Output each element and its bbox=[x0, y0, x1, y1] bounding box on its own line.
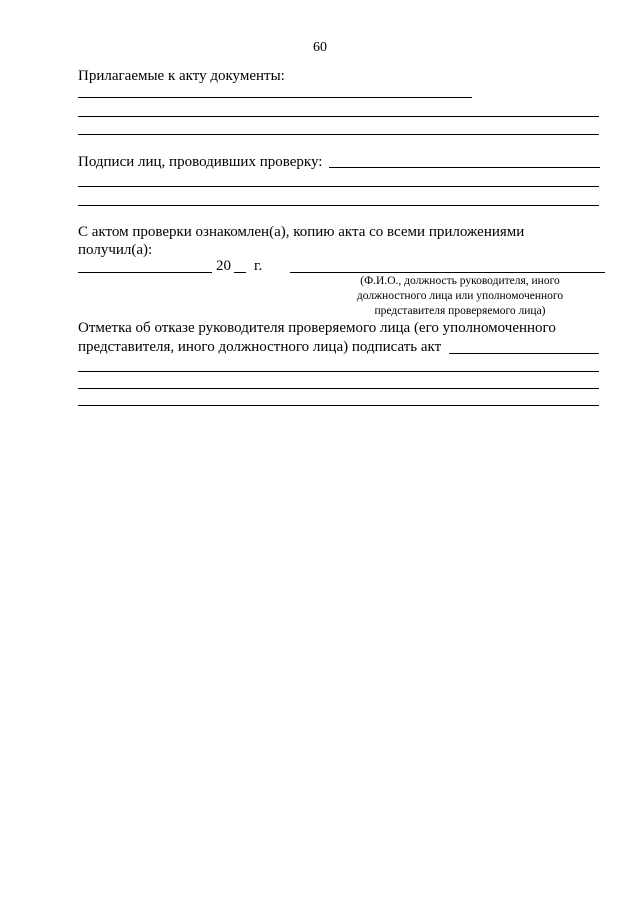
refusal-line-2[interactable] bbox=[78, 371, 599, 372]
attachments-line-1[interactable] bbox=[78, 97, 472, 98]
date-year-prefix: 20 bbox=[216, 258, 231, 274]
attachments-line-2[interactable] bbox=[78, 116, 599, 117]
acknowledgement-text-line-1: С актом проверки ознакомлен(а), копию акта со всеми приложениями bbox=[78, 224, 525, 240]
refusal-text-line-2: представителя, иного должностного лица) подписать акт bbox=[78, 339, 442, 355]
signatures-line-3[interactable] bbox=[78, 205, 599, 206]
date-day-month-line[interactable] bbox=[78, 272, 212, 273]
page-number: 60 bbox=[313, 40, 327, 55]
acknowledgement-text-line-2: получил(а): bbox=[78, 242, 153, 258]
refusal-text-line-1: Отметка об отказе руководителя проверяемого лица (его уполномоченного bbox=[78, 320, 556, 336]
date-year-suffix: г. bbox=[254, 258, 263, 274]
signature-caption-line-2: должностного лица или уполномоченного bbox=[356, 290, 564, 302]
signatures-line-1[interactable] bbox=[329, 167, 600, 168]
acknowledgement-signature-line[interactable] bbox=[290, 272, 605, 273]
signatures-label: Подписи лиц, проводивших проверку: bbox=[78, 154, 323, 170]
attachments-label: Прилагаемые к акту документы: bbox=[78, 68, 285, 84]
signature-caption-line-3: представителя проверяемого лица) bbox=[374, 305, 546, 317]
refusal-line-1[interactable] bbox=[449, 353, 599, 354]
refusal-line-3[interactable] bbox=[78, 388, 599, 389]
attachments-line-3[interactable] bbox=[78, 134, 599, 135]
signatures-line-2[interactable] bbox=[78, 186, 599, 187]
refusal-line-4[interactable] bbox=[78, 405, 599, 406]
date-year-line[interactable] bbox=[234, 272, 246, 273]
signature-caption-line-1: (Ф.И.О., должность руководителя, иного bbox=[360, 275, 560, 287]
